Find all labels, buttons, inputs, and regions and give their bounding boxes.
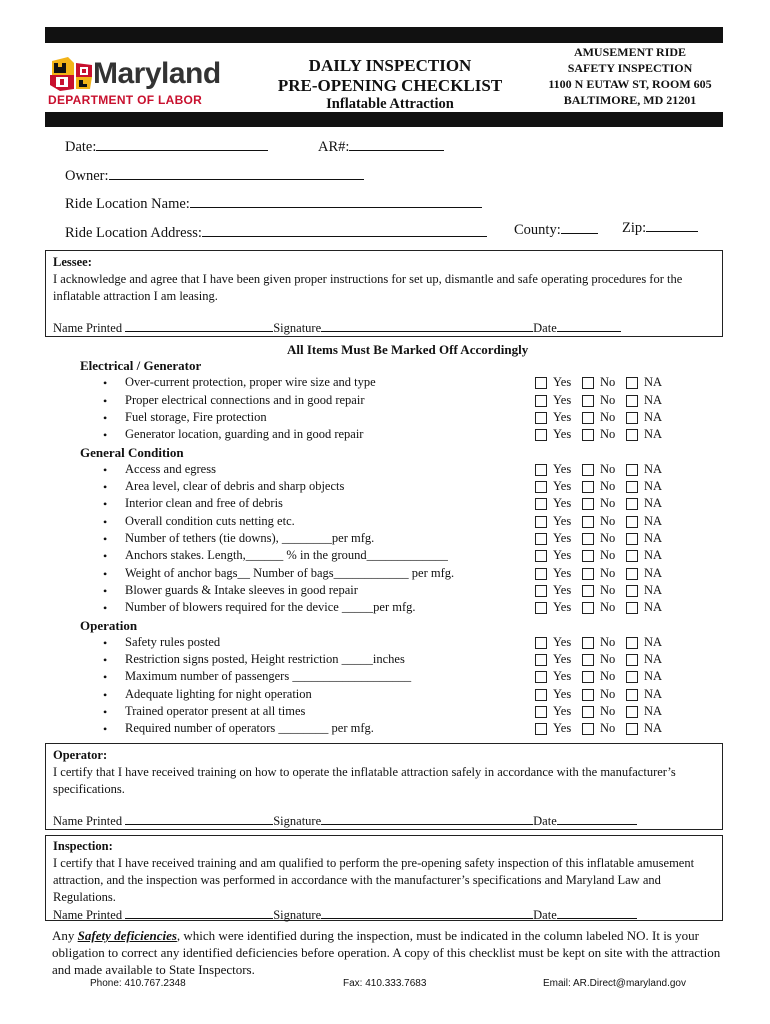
checkbox-no[interactable] (582, 723, 594, 735)
section-heading: Electrical / Generator (80, 358, 202, 373)
checkbox-yes[interactable] (535, 395, 547, 407)
option-label-yes: Yes (553, 652, 572, 667)
bullet-icon: • (103, 532, 108, 546)
checkbox-no[interactable] (582, 429, 594, 441)
checkbox-no[interactable] (582, 585, 594, 597)
bullet-icon: • (103, 705, 108, 719)
checklist-item: Restriction signs posted, Height restriction _____inches (125, 652, 405, 667)
checkbox-na[interactable] (626, 689, 638, 701)
form-subtitle: Inflatable Attraction (326, 96, 454, 112)
checkbox-no[interactable] (582, 654, 594, 666)
checklist-item: Over-current protection, proper wire size and type (125, 375, 376, 390)
checkbox-yes[interactable] (535, 377, 547, 389)
ride-location-name-field[interactable]: Ride Location Name: (65, 193, 482, 213)
title-line-2: PRE-OPENING CHECKLIST (277, 76, 503, 95)
checkbox-na[interactable] (626, 412, 638, 424)
form-title (270, 56, 510, 112)
checkbox-na[interactable] (626, 602, 638, 614)
operator-text: I certify that I have received training on how to operate the inflatable attraction safely in accordance with the manufacturer’s specifications. (53, 765, 676, 796)
option-label-no: No (600, 392, 616, 407)
operator-heading: Operator: (53, 748, 108, 762)
checkbox-yes[interactable] (535, 637, 547, 649)
checkbox-yes[interactable] (535, 533, 547, 545)
bullet-icon: • (103, 601, 108, 616)
option-label-na: NA (644, 669, 663, 684)
option-label-na: NA (644, 496, 663, 511)
checklist-item: Overall condition cuts netting etc. (125, 513, 295, 528)
option-label-na: NA (644, 392, 663, 407)
option-label-no: No (600, 375, 616, 390)
option-label-yes: Yes (553, 531, 572, 545)
option-label-na: NA (644, 582, 663, 597)
option-label-na: NA (644, 634, 663, 649)
checkbox-no[interactable] (582, 498, 594, 510)
bullet-icon: • (103, 583, 108, 598)
option-label-na: NA (644, 565, 663, 580)
bullet-icon: • (103, 462, 108, 477)
checkbox-no[interactable] (582, 602, 594, 614)
maryland-logo (48, 55, 238, 107)
option-label-yes: Yes (553, 409, 572, 424)
option-label-yes: Yes (553, 704, 572, 718)
option-label-yes: Yes (553, 375, 572, 390)
inspection-signature-input[interactable] (321, 906, 533, 919)
zip-field[interactable]: Zip: (622, 217, 698, 237)
title-line-1: DAILY INSPECTION (308, 56, 472, 75)
option-label-yes: Yes (553, 461, 572, 476)
operator-signature-line: Name Printed Signature Date (53, 812, 715, 830)
checkbox-yes[interactable] (535, 671, 547, 683)
checkbox-no[interactable] (582, 464, 594, 476)
bullet-icon: • (103, 410, 108, 425)
checkbox-na[interactable] (626, 516, 638, 528)
checkbox-no[interactable] (582, 637, 594, 649)
checkbox-na[interactable] (626, 464, 638, 476)
section-heading: General Condition (80, 444, 184, 460)
option-label-no: No (600, 565, 616, 580)
lessee-heading: Lessee: (53, 255, 92, 269)
checklist-item: Proper electrical connections and in good repair (125, 392, 365, 407)
option-label-no: No (600, 548, 616, 563)
bullet-icon: • (103, 376, 108, 391)
bullet-icon: • (103, 497, 108, 512)
option-label-na: NA (644, 548, 663, 563)
maryland-flag-icon (48, 55, 94, 93)
inspection-heading: Inspection: (53, 839, 113, 853)
top-bar (45, 27, 723, 43)
checkbox-yes[interactable] (535, 723, 547, 735)
lessee-date-input[interactable] (557, 319, 621, 332)
option-label-yes: Yes (553, 565, 572, 580)
option-label-yes: Yes (553, 634, 572, 649)
checklist-item: Access and egress (125, 461, 216, 476)
option-label-na: NA (644, 686, 663, 701)
checkbox-no[interactable] (582, 533, 594, 545)
option-label-no: No (600, 409, 616, 424)
checkbox-yes[interactable] (535, 706, 547, 718)
option-label-no: No (600, 531, 616, 545)
lessee-signature-line: Name Printed Signature Date (53, 319, 715, 337)
checkbox-yes[interactable] (535, 498, 547, 510)
bullet-icon: • (103, 480, 108, 495)
option-label-na: NA (644, 531, 663, 545)
checkbox-yes[interactable] (535, 654, 547, 666)
checklist-item: Adequate lighting for night operation (125, 686, 312, 701)
bullet-icon: • (103, 635, 108, 650)
option-label-yes: Yes (553, 600, 572, 615)
option-label-yes: Yes (553, 392, 572, 407)
checklist-item: Area level, clear of debris and sharp objects (125, 479, 345, 494)
option-label-yes: Yes (553, 548, 572, 563)
option-label-yes: Yes (553, 427, 572, 442)
checkbox-na[interactable] (626, 671, 638, 683)
checkbox-yes[interactable] (535, 602, 547, 614)
bullet-icon: • (103, 393, 108, 408)
inspection-date-input[interactable] (557, 906, 637, 919)
bullet-icon: • (103, 514, 108, 529)
office-address: AMUSEMENT RIDE SAFETY INSPECTION 1100 N EUTAW ST, ROOM 605 BALTIMORE, MD 21201 (548, 45, 712, 107)
checklist-instruction: All Items Must Be Marked Off Accordingly (287, 342, 529, 357)
checkbox-yes[interactable] (535, 516, 547, 528)
option-label-yes: Yes (553, 582, 572, 597)
checkbox-no[interactable] (582, 550, 594, 562)
bullet-icon: • (103, 566, 108, 581)
checkbox-na[interactable] (626, 637, 638, 649)
checkbox-no[interactable] (582, 689, 594, 701)
inspection-box (45, 835, 723, 921)
checklist-item: Interior clean and free of debris (125, 496, 283, 511)
lessee-name-input[interactable] (125, 319, 273, 332)
operator-date-input[interactable] (557, 812, 637, 825)
checkbox-na[interactable] (626, 654, 638, 666)
checklist-item: Generator location, guarding and in good repair (125, 427, 364, 442)
section-heading: Operation (80, 617, 138, 633)
checklist-item: Fuel storage, Fire protection (125, 409, 267, 424)
checkbox-no[interactable] (582, 481, 594, 493)
checkbox-no[interactable] (582, 395, 594, 407)
option-label-yes: Yes (553, 479, 572, 494)
option-label-no: No (600, 582, 616, 597)
org-department: DEPARTMENT OF LABOR (48, 93, 203, 107)
checkbox-na[interactable] (626, 533, 638, 545)
option-label-no: No (600, 461, 616, 476)
checkbox-na[interactable] (626, 498, 638, 510)
checklist-item: Number of blowers required for the device _____per mfg. (125, 600, 416, 615)
option-label-no: No (600, 652, 616, 667)
bullet-icon: • (103, 653, 108, 668)
ar-number-field[interactable]: AR#: (318, 136, 444, 156)
checklist-item: Blower guards & Intake sleeves in good repair (125, 582, 358, 597)
checklist-item: Required number of operators ________ per mfg. (125, 721, 374, 736)
checklist-item: Trained operator present at all times (125, 704, 306, 718)
checkbox-na[interactable] (626, 377, 638, 389)
option-label-na: NA (644, 652, 663, 667)
option-label-yes: Yes (553, 496, 572, 511)
checkbox-no[interactable] (582, 377, 594, 389)
option-label-na: NA (644, 409, 663, 424)
option-label-na: NA (644, 721, 663, 736)
org-name: Maryland (93, 57, 221, 90)
option-label-no: No (600, 704, 616, 718)
header-bottom-bar (45, 112, 723, 127)
date-field[interactable]: Date: (65, 136, 268, 156)
checkbox-no[interactable] (582, 412, 594, 424)
checkbox-yes[interactable] (535, 481, 547, 493)
option-label-no: No (600, 600, 616, 615)
checkbox-no[interactable] (582, 706, 594, 718)
checkbox-na[interactable] (626, 550, 638, 562)
checklist-item: Maximum number of passengers ___________________ (125, 669, 412, 684)
footer-email[interactable]: Email: AR.Direct@maryland.gov (543, 978, 686, 989)
checkbox-yes[interactable] (535, 568, 547, 580)
checkbox-yes[interactable] (535, 585, 547, 597)
safety-deficiencies-emphasis: Safety deficiencies (77, 928, 177, 943)
footer-phone: Phone: 410.767.2348 (90, 978, 186, 989)
footer-fax: Fax: 410.333.7683 (343, 978, 427, 989)
checklist-item: Weight of anchor bags__ Number of bags____________ per mfg. (125, 565, 455, 580)
lessee-box (45, 250, 723, 337)
option-label-na: NA (644, 704, 663, 718)
checkbox-na[interactable] (626, 429, 638, 441)
inspection-name-input[interactable] (125, 906, 273, 919)
checkbox-na[interactable] (626, 395, 638, 407)
checkbox-no[interactable] (582, 671, 594, 683)
lessee-text: I acknowledge and agree that I have been given proper instructions for set up, dismantle and safe operating procedures for the inflatable attraction I am leasing. (53, 272, 683, 303)
safety-notice: Any Safety deficiencies, which were identified during the inspection, must be indicated in the column labeled NO. It is your obligation to correct any identified deficiencies before operation. A copy of this checklist must be kept on site with the attraction and made available to State Inspectors. (52, 928, 721, 977)
operator-box (45, 743, 723, 830)
inspection-signature-line: Name Printed Signature Date (53, 906, 715, 924)
bullet-icon: • (103, 428, 108, 443)
bullet-icon: • (103, 722, 108, 737)
bullet-icon: • (103, 687, 108, 702)
bullet-icon: • (103, 670, 108, 685)
checkbox-yes[interactable] (535, 429, 547, 441)
option-label-no: No (600, 427, 616, 442)
checkbox-no[interactable] (582, 568, 594, 580)
option-label-no: No (600, 634, 616, 649)
option-label-na: NA (644, 513, 663, 528)
checkbox-yes[interactable] (535, 550, 547, 562)
option-label-no: No (600, 496, 616, 511)
checkbox-yes[interactable] (535, 689, 547, 701)
option-label-no: No (600, 721, 616, 736)
option-label-na: NA (644, 600, 663, 615)
option-label-no: No (600, 686, 616, 701)
option-label-no: No (600, 669, 616, 684)
checkbox-yes[interactable] (535, 412, 547, 424)
option-label-yes: Yes (553, 721, 572, 736)
option-label-na: NA (644, 375, 663, 390)
checkbox-na[interactable] (626, 706, 638, 718)
checklist-item: Number of tethers (tie downs), ________per mfg. (125, 531, 375, 545)
option-label-yes: Yes (553, 686, 572, 701)
option-label-na: NA (644, 461, 663, 476)
county-field[interactable]: County: (514, 219, 598, 239)
lessee-signature-input[interactable] (321, 319, 533, 332)
checkbox-yes[interactable] (535, 464, 547, 476)
operator-name-input[interactable] (125, 812, 273, 825)
checkbox-no[interactable] (582, 516, 594, 528)
option-label-no: No (600, 513, 616, 528)
option-label-no: No (600, 479, 616, 494)
checklist-item: Safety rules posted (125, 634, 221, 649)
owner-field[interactable]: Owner: (65, 165, 364, 185)
bullet-icon: • (103, 549, 108, 564)
option-label-yes: Yes (553, 669, 572, 684)
operator-signature-input[interactable] (321, 812, 533, 825)
option-label-yes: Yes (553, 513, 572, 528)
ride-location-address-field[interactable]: Ride Location Address: (65, 222, 487, 242)
checkbox-na[interactable] (626, 568, 638, 580)
option-label-na: NA (644, 479, 663, 494)
checkbox-na[interactable] (626, 481, 638, 493)
checklist-item: Anchors stakes. Length,______ % in the ground_____________ (125, 548, 448, 563)
checkbox-na[interactable] (626, 723, 638, 735)
checkbox-na[interactable] (626, 585, 638, 597)
option-label-na: NA (644, 427, 663, 442)
inspection-text: I certify that I have received training and am qualified to perform the pre-opening safety inspection of this inflatable amusement attraction, and the inspection was performed in accordance with the manufacturer’s specifications and Maryland Law and Regulations. (53, 856, 695, 904)
